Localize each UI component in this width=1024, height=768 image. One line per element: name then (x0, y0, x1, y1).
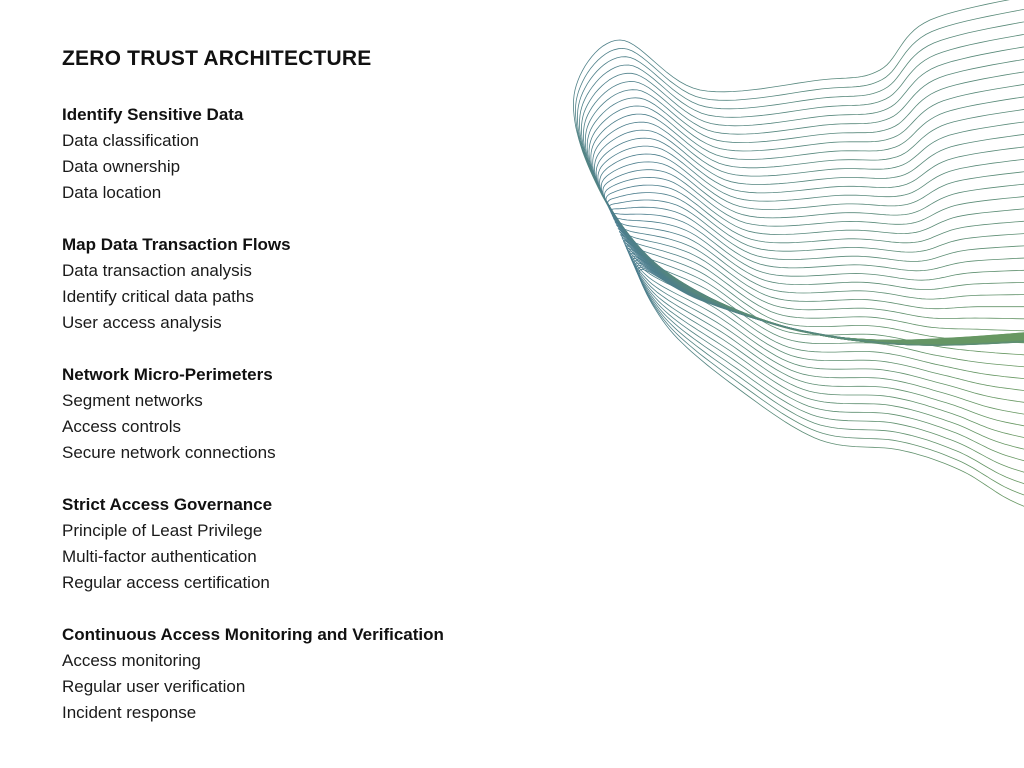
wave-line (598, 146, 1024, 342)
wave-line (630, 254, 1024, 433)
wave-line (585, 66, 1024, 341)
wave-line (583, 53, 1024, 340)
wave-line (619, 232, 1024, 345)
list-item: Incident response (62, 703, 197, 722)
section-heading: Network Micro-Perimeters (62, 365, 273, 384)
list-item: Principle of Least Privilege (62, 521, 263, 540)
section-heading: Map Data Transaction Flows (62, 235, 291, 254)
wave-line (605, 177, 1024, 343)
list-item: Data location (62, 183, 162, 202)
wave-line (578, 15, 1024, 340)
wave-line (624, 240, 1024, 369)
section-heading: Strict Access Governance (62, 495, 273, 514)
list-item: Data classification (62, 131, 200, 150)
wave-line (601, 162, 1024, 343)
list-item: User access analysis (62, 313, 222, 332)
list-item: Data transaction analysis (62, 261, 252, 280)
wave-line (576, 3, 1024, 341)
section-heading: Identify Sensitive Data (62, 105, 244, 124)
wave-line (589, 92, 1024, 342)
wave-line (611, 207, 1024, 344)
wave-line (596, 138, 1024, 342)
list-item: Secure network connections (62, 443, 276, 462)
wave-line (573, 0, 1024, 340)
list-item: Identify critical data paths (62, 287, 254, 306)
wave-line (617, 225, 1024, 345)
wave-line (600, 154, 1024, 342)
wave-line (608, 193, 1024, 344)
section-map-data-transaction-flows (62, 232, 522, 336)
page-title: ZERO TRUST ARCHITECTURE (62, 47, 372, 70)
wave-line (615, 222, 1024, 345)
wave-line (606, 185, 1024, 343)
wave-line (634, 261, 1024, 470)
wave-line (581, 41, 1024, 341)
wave-line (621, 235, 1024, 345)
wave-line (637, 265, 1024, 495)
wave-line (626, 246, 1024, 395)
list-item: Segment networks (62, 391, 203, 410)
document-body (62, 44, 522, 752)
wave-line (614, 218, 1024, 345)
wave-line (628, 249, 1024, 408)
wave-line (639, 269, 1024, 520)
wave-line (593, 117, 1024, 342)
wave-line (638, 267, 1024, 507)
list-item: Multi-factor authentication (62, 547, 257, 566)
wave-line (591, 104, 1024, 341)
wave-line (609, 200, 1024, 344)
wave-line (587, 79, 1024, 341)
list-item: Access controls (62, 417, 182, 436)
wave-line (618, 228, 1024, 344)
section-heading: Continuous Access Monitoring and Verification (62, 625, 444, 644)
list-item: Access monitoring (62, 651, 201, 670)
wave-line (632, 256, 1024, 445)
wave-line (580, 28, 1024, 341)
wave-line (622, 238, 1024, 358)
wave-line (625, 243, 1024, 382)
list-item: Data ownership (62, 157, 181, 176)
section-identify-sensitive-data (62, 102, 522, 206)
wave-line (633, 258, 1024, 457)
list-item: Regular access certification (62, 573, 270, 592)
wave-line (603, 170, 1024, 343)
wave-line (629, 251, 1024, 420)
section-strict-access-governance (62, 492, 522, 596)
section-continuous-access-monitoring (62, 622, 522, 726)
wave-line (635, 263, 1024, 482)
wave-line (594, 130, 1024, 342)
list-item: Regular user verification (62, 677, 246, 696)
section-network-micro-perimeters (62, 362, 522, 466)
wave-line (612, 214, 1024, 345)
